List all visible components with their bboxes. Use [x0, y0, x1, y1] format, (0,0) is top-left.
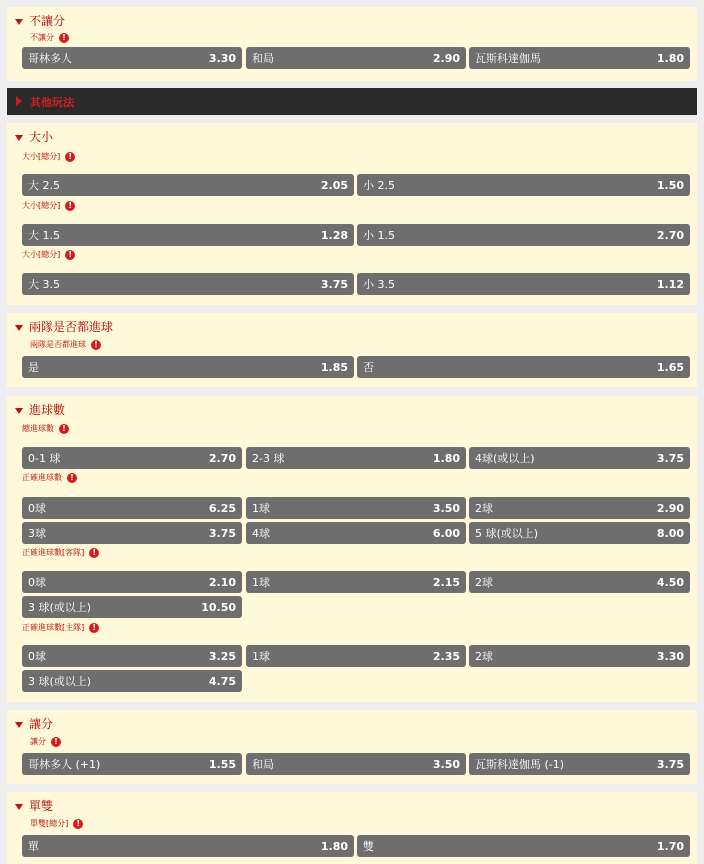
section-title-btts[interactable]: 兩隊是否都進球 — [15, 318, 113, 335]
market-label: 讓分 ! — [30, 736, 61, 747]
odds-button[interactable]: 0球 6.25 — [22, 497, 242, 519]
odds-button[interactable]: 3 球(或以上) 10.50 — [22, 596, 242, 618]
info-icon[interactable]: ! — [59, 424, 69, 434]
odds-button[interactable]: 1球 2.15 — [246, 571, 466, 593]
odds-button[interactable]: 瓦斯科達伽馬 1.80 — [469, 47, 690, 69]
caret-down-icon — [15, 19, 23, 25]
odds-button[interactable]: 1球 3.50 — [246, 497, 466, 519]
section-handicap — [7, 710, 697, 784]
info-icon[interactable]: ! — [67, 473, 77, 483]
odds-button[interactable]: 2-3 球 1.80 — [246, 447, 466, 469]
odds-button[interactable]: 哥林多人 3.30 — [22, 47, 242, 69]
other-bets-bar[interactable]: 其他玩法 — [7, 88, 697, 115]
odds-button[interactable]: 0球 3.25 — [22, 645, 242, 667]
section-odd-even — [7, 792, 697, 864]
odds-button[interactable]: 4球(或以上) 3.75 — [469, 447, 690, 469]
market-label: 大小[總分] ! — [22, 151, 75, 162]
odds-button[interactable]: 大 3.5 3.75 — [22, 273, 354, 295]
section-no-handicap — [7, 7, 697, 81]
odds-button[interactable]: 和局 2.90 — [246, 47, 466, 69]
odds-button[interactable]: 0球 2.10 — [22, 571, 242, 593]
odds-button[interactable]: 5 球(或以上) 8.00 — [469, 522, 690, 544]
market-label: 不讓分 ! — [30, 32, 69, 43]
section-goals — [7, 396, 697, 702]
info-icon[interactable]: ! — [65, 152, 75, 162]
odds-button[interactable]: 2球 2.90 — [469, 497, 690, 519]
odds-button[interactable]: 小 1.5 2.70 — [357, 224, 690, 246]
section-title-no-handicap[interactable]: 不讓分 — [15, 12, 65, 29]
caret-down-icon — [15, 804, 23, 810]
info-icon[interactable]: ! — [89, 548, 99, 558]
info-icon[interactable]: ! — [73, 819, 83, 829]
section-both-teams-score — [7, 313, 697, 387]
odds-button[interactable]: 是 1.85 — [22, 356, 354, 378]
odds-button[interactable]: 小 3.5 1.12 — [357, 273, 690, 295]
odds-button[interactable]: 3球 3.75 — [22, 522, 242, 544]
section-title-odd-even[interactable]: 單雙 — [15, 797, 53, 814]
section-title-handicap[interactable]: 讓分 — [15, 715, 53, 732]
section-title-over-under[interactable]: 大小 — [15, 128, 53, 145]
odds-button[interactable]: 瓦斯科達伽馬 (-1) 3.75 — [469, 753, 690, 775]
odds-button[interactable]: 哥林多人 (+1) 1.55 — [22, 753, 242, 775]
odds-button[interactable]: 小 2.5 1.50 — [357, 174, 690, 196]
info-icon[interactable]: ! — [65, 201, 75, 211]
info-icon[interactable]: ! — [91, 340, 101, 350]
odds-button[interactable]: 2球 3.30 — [469, 645, 690, 667]
market-label: 兩隊是否都進球 ! — [30, 339, 101, 350]
odds-button[interactable]: 大 2.5 2.05 — [22, 174, 354, 196]
section-over-under — [7, 123, 697, 305]
odds-button[interactable]: 1球 2.35 — [246, 645, 466, 667]
info-icon[interactable]: ! — [59, 33, 69, 43]
odds-button[interactable]: 和局 3.50 — [246, 753, 466, 775]
odds-button[interactable]: 否 1.65 — [357, 356, 690, 378]
market-label: 正確進球數[主隊] ! — [22, 622, 99, 633]
market-label: 大小[總分] ! — [22, 249, 75, 260]
section-title-goals[interactable]: 進球數 — [15, 401, 65, 418]
caret-down-icon — [15, 325, 23, 331]
market-label: 正確進球數[客隊] ! — [22, 547, 99, 558]
market-label: 大小[總分] ! — [22, 200, 75, 211]
info-icon[interactable]: ! — [51, 737, 61, 747]
odds-button[interactable]: 0-1 球 2.70 — [22, 447, 242, 469]
caret-down-icon — [15, 408, 23, 414]
odds-button[interactable]: 雙 1.70 — [357, 835, 690, 857]
odds-button[interactable]: 大 1.5 1.28 — [22, 224, 354, 246]
odds-button[interactable]: 單 1.80 — [22, 835, 354, 857]
market-label: 總進球數 ! — [22, 423, 69, 434]
odds-button[interactable]: 4球 6.00 — [246, 522, 466, 544]
odds-button[interactable]: 3 球(或以上) 4.75 — [22, 670, 242, 692]
info-icon[interactable]: ! — [65, 250, 75, 260]
caret-down-icon — [15, 722, 23, 728]
info-icon[interactable]: ! — [89, 623, 99, 633]
market-label: 正確進球數 ! — [22, 472, 77, 483]
caret-right-icon — [16, 96, 22, 106]
market-label: 單雙[總分] ! — [30, 818, 83, 829]
caret-down-icon — [15, 135, 23, 141]
odds-button[interactable]: 2球 4.50 — [469, 571, 690, 593]
